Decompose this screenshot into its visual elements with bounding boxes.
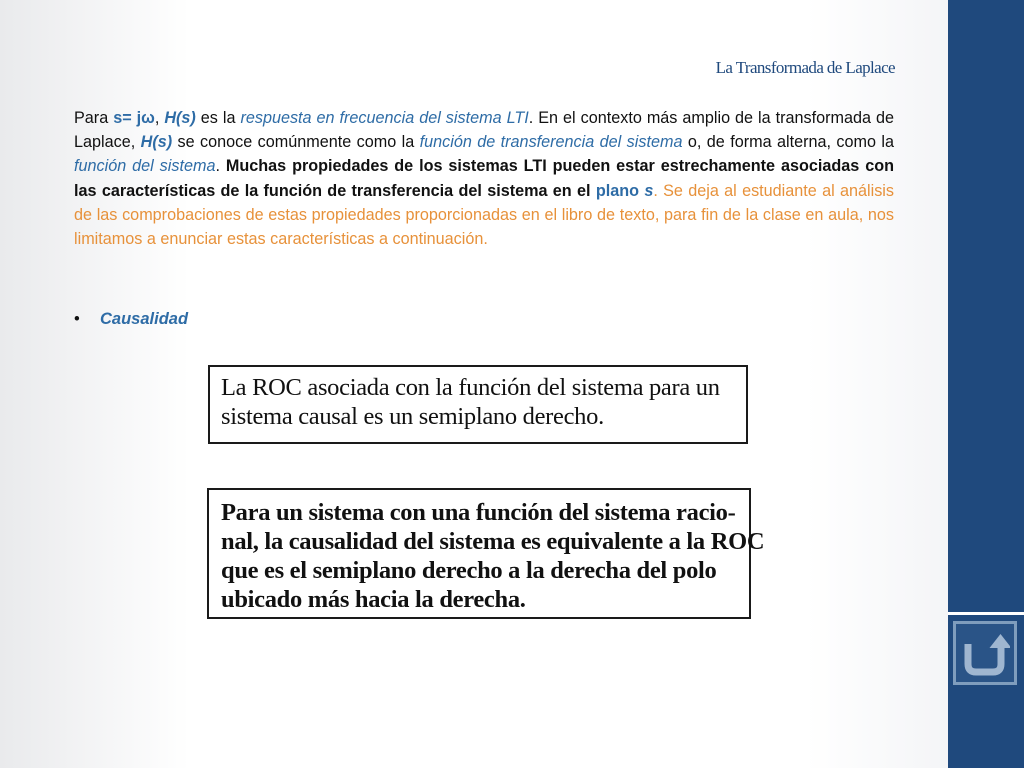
orange-note: . Se deja al estudiante al análisis de las comprobaciones de estas propiedades proporcionadas en el libro de texto, para fin de la clase en aula, nos limitamos a enunciar estas características a continuación. [74, 181, 894, 249]
bullet-dot: • [74, 310, 80, 328]
causal-roc-box [208, 365, 748, 444]
term-frequency-response: respuesta en frecuencia del sistema LTI [240, 109, 529, 127]
u-turn-back-icon [960, 628, 1010, 678]
term-transfer-function: función de transferencia del sistema [419, 133, 683, 152]
text-run: es la [195, 109, 241, 127]
back-nav-button[interactable] [953, 621, 1017, 685]
equation-s-jw: s= jω [113, 109, 155, 127]
body-paragraph [74, 106, 894, 251]
text-run: . [215, 157, 226, 176]
bold-statement: Muchas propiedades de los sistemas LTI pueden estar estrechamente asociadas con las características de la función de transferencia del sistema en el [74, 157, 894, 200]
text-run: , [154, 109, 165, 127]
text-run: se conoce comúnmente como la [172, 133, 420, 152]
bullet-label: Causalidad [100, 310, 189, 328]
box-line: nal, la causalidad del sistema es equivalente a la ROC [221, 528, 765, 555]
term-hs: H(s) [164, 109, 196, 127]
term-hs: H(s) [140, 133, 173, 152]
bullet-causalidad [74, 310, 188, 329]
term-s: s [644, 181, 654, 200]
text-run: Para [74, 109, 114, 127]
box-line: La ROC asociada con la función del sistema para un [221, 374, 720, 401]
term-plane: plano [595, 181, 645, 200]
rational-causality-box [207, 488, 765, 619]
term-system-function: función del sistema [74, 157, 216, 176]
slide-title: La Transformada de Laplace [715, 58, 895, 77]
band-divider [948, 612, 1024, 615]
box-line: que es el semiplano derecho a la derecha del polo [221, 557, 717, 584]
text-run: o, de forma alterna, como la [682, 133, 894, 152]
box-line: sistema causal es un semiplano derecho. [221, 403, 604, 430]
text-run: . En el contexto más amplio de la transformada de Laplace, [74, 109, 895, 152]
box-line: ubicado más hacia la derecha. [221, 586, 526, 613]
box-line: Para un sistema con una función del sistema racio- [221, 499, 736, 526]
